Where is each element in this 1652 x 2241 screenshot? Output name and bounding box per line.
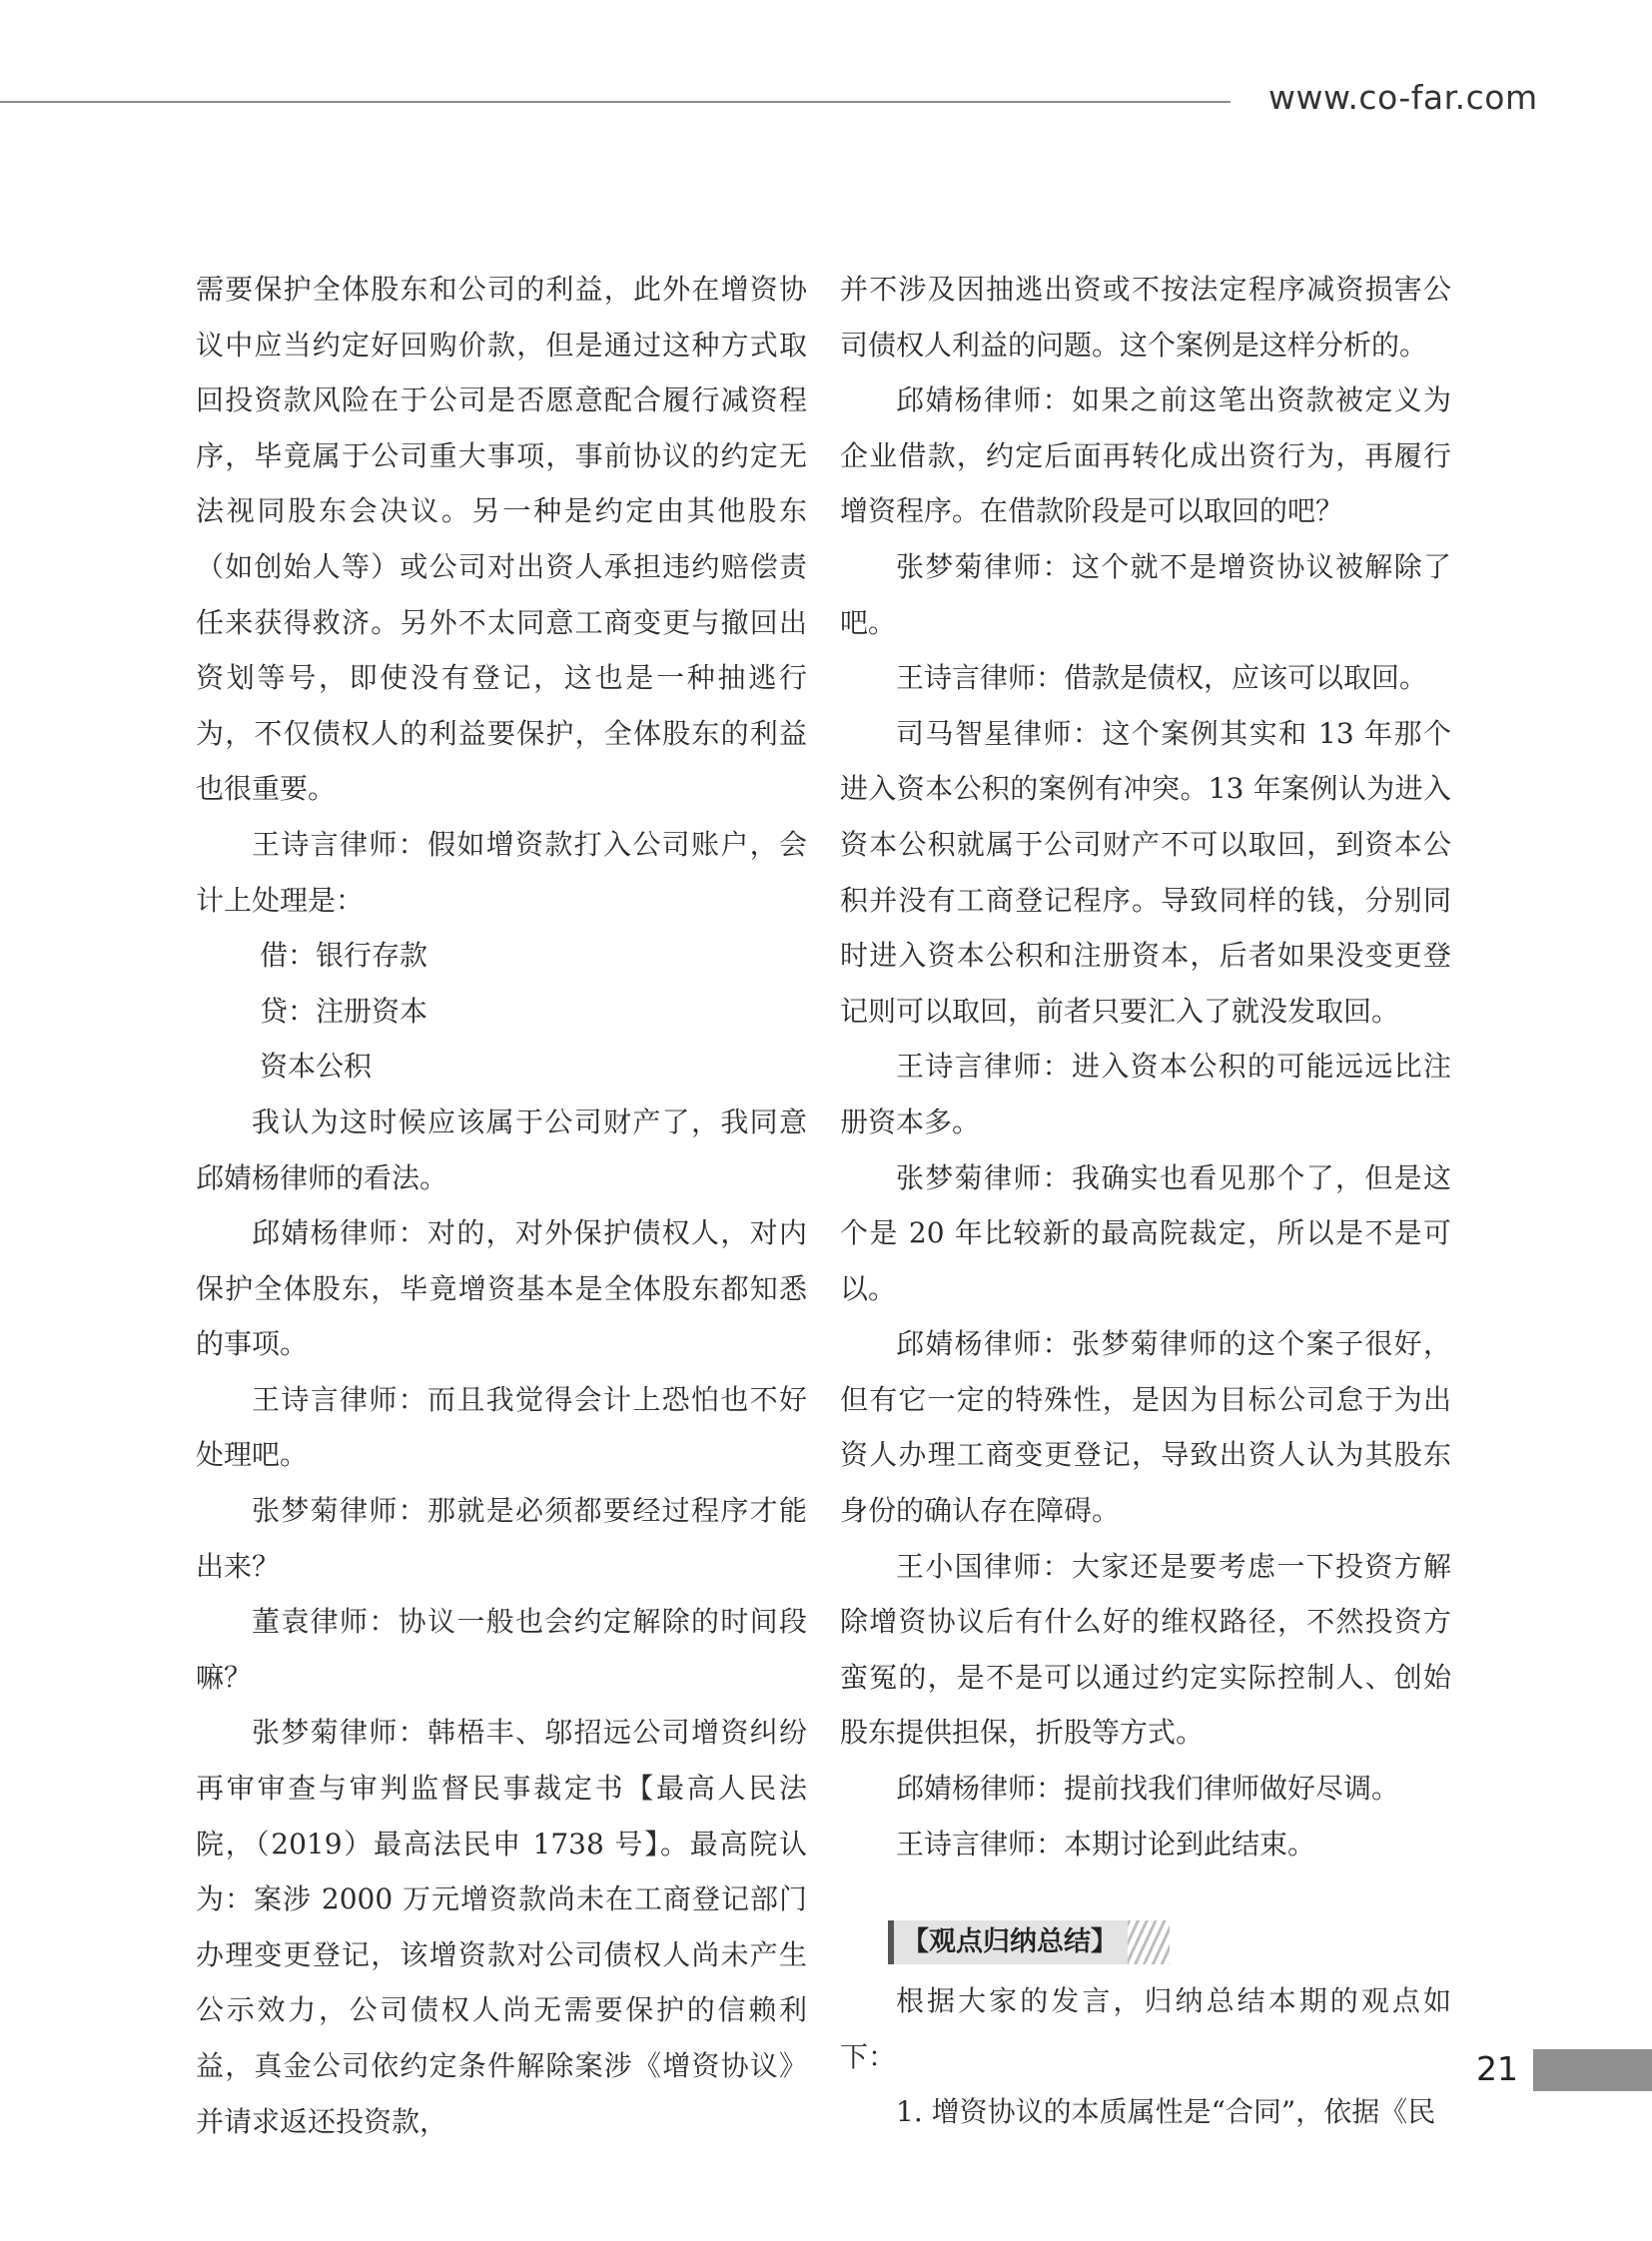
paragraph: 张梦菊律师：我确实也看见那个了，但是这个是 20 年比较新的最高院裁定，所以是不是可以。: [840, 1160, 1451, 1305]
paragraph: 需要保护全体股东和公司的利益，此外在增资协议中应当约定好回购价款，但是通过这种方式取回投资款风险在于公司是否愿意配合履行减资程序，毕竟属于公司重大事项，事前协议的约定无法视同股东会决议。另一种是约定由其他股东（如创始人等）或公司对出资人承担违约赔偿责任来获得救济。另外不太同意工商变更与撤回出资划等号，即使没有登记，这也是一种抽逃行为，不仅债权人的利益要保护，全体股东的利益也很重要。: [196, 273, 807, 806]
paragraph: 王诗言律师：本期讨论到此结束。: [896, 1827, 1316, 1861]
paragraph: 张梦菊律师：那就是必须都要经过程序才能出来？: [196, 1494, 807, 1583]
summary-heading-label: 【观点归纳总结】: [894, 1920, 1128, 1964]
section-gap: [840, 1871, 1451, 1917]
paragraph: 根据大家的发言，归纳总结本期的观点如下：: [840, 1984, 1451, 2073]
paragraph: 并不涉及因抽逃出资或不按法定程序减资损害公司债权人利益的问题。这个案例是这样分析的。: [840, 273, 1451, 362]
ledger-line: 借：银行存款: [260, 939, 428, 973]
paragraph: 王诗言律师：而且我觉得会计上恐怕也不好处理吧。: [196, 1382, 807, 1472]
heading-stripes-decoration: [1128, 1920, 1170, 1964]
left-column: [196, 262, 807, 2149]
summary-heading: [888, 1917, 1451, 1967]
page-number: 21: [1476, 2049, 1518, 2088]
paragraph: 邱婧杨律师：对的，对外保护债权人，对内保护全体股东，毕竟增资基本是全体股东都知悉的事项。: [196, 1216, 807, 1361]
paragraph: 张梦菊律师：这个就不是增资协议被解除了吧。: [840, 549, 1451, 639]
paragraph: 邱婧杨律师：提前找我们律师做好尽调。: [896, 1772, 1400, 1806]
paragraph: 王诗言律师：进入资本公积的可能远远比注册资本多。: [840, 1050, 1451, 1138]
paragraph: 邱婧杨律师：张梦菊律师的这个案子很好，但有它一定的特殊性，是因为目标公司怠于为出资人办理工商变更登记，导致出资人认为其股东身份的确认存在障碍。: [840, 1327, 1451, 1528]
ledger-line: 贷：注册资本: [260, 994, 428, 1028]
right-column: [840, 262, 1451, 2140]
paragraph: 王诗言律师：借款是债权，应该可以取回。: [896, 661, 1428, 695]
paragraph: 张梦菊律师：韩梧丰、邬招远公司增资纠纷再审审查与审判监督民事裁定书【最高人民法院，（2019）最高法民申 1738 号】。最高院认为：案涉 2000 万元增资款尚未在工商登记部门办理变更登记，该增资款对公司债权人尚未产生公示效力，公司债权人尚无需要保护的信赖利益，真金公司依约定条件解除案涉《增资协议》并请求返还投资款，: [196, 1716, 807, 2138]
paragraph: 董袁律师：协议一般也会约定解除的时间段嘛？: [196, 1605, 807, 1694]
page-tab-decoration: [1533, 2049, 1652, 2091]
paragraph: 1. 增资协议的本质属性是“合同”，依据《民: [896, 2095, 1436, 2129]
ledger-line: 资本公积: [260, 1050, 373, 1084]
header-rule: [0, 101, 1231, 103]
paragraph: 我认为这时候应该属于公司财产了，我同意邱婧杨律师的看法。: [196, 1105, 807, 1194]
paragraph: 邱婧杨律师：如果之前这笔出资款被定义为企业借款，约定后面再转化成出资行为，再履行增资程序。在借款阶段是可以取回的吧？: [840, 383, 1451, 528]
site-url: www.co-far.com: [1268, 78, 1538, 117]
paragraph: 司马智星律师：这个案例其实和 13 年那个进入资本公积的案例有冲突。13 年案例认为进入资本公积就属于公司财产不可以取回，到资本公积并没有工商登记程序。导致同样的钱，分别同时进入资本公积和注册资本，后者如果没变更登记则可以取回，前者只要汇入了就没发取回。: [840, 716, 1451, 1028]
paragraph: 王诗言律师：假如增资款打入公司账户，会计上处理是：: [196, 827, 807, 917]
paragraph: 王小国律师：大家还是要考虑一下投资方解除增资协议后有什么好的维权路径，不然投资方蛮冤的，是不是可以通过约定实际控制人、创始股东提供担保，折股等方式。: [840, 1549, 1451, 1750]
